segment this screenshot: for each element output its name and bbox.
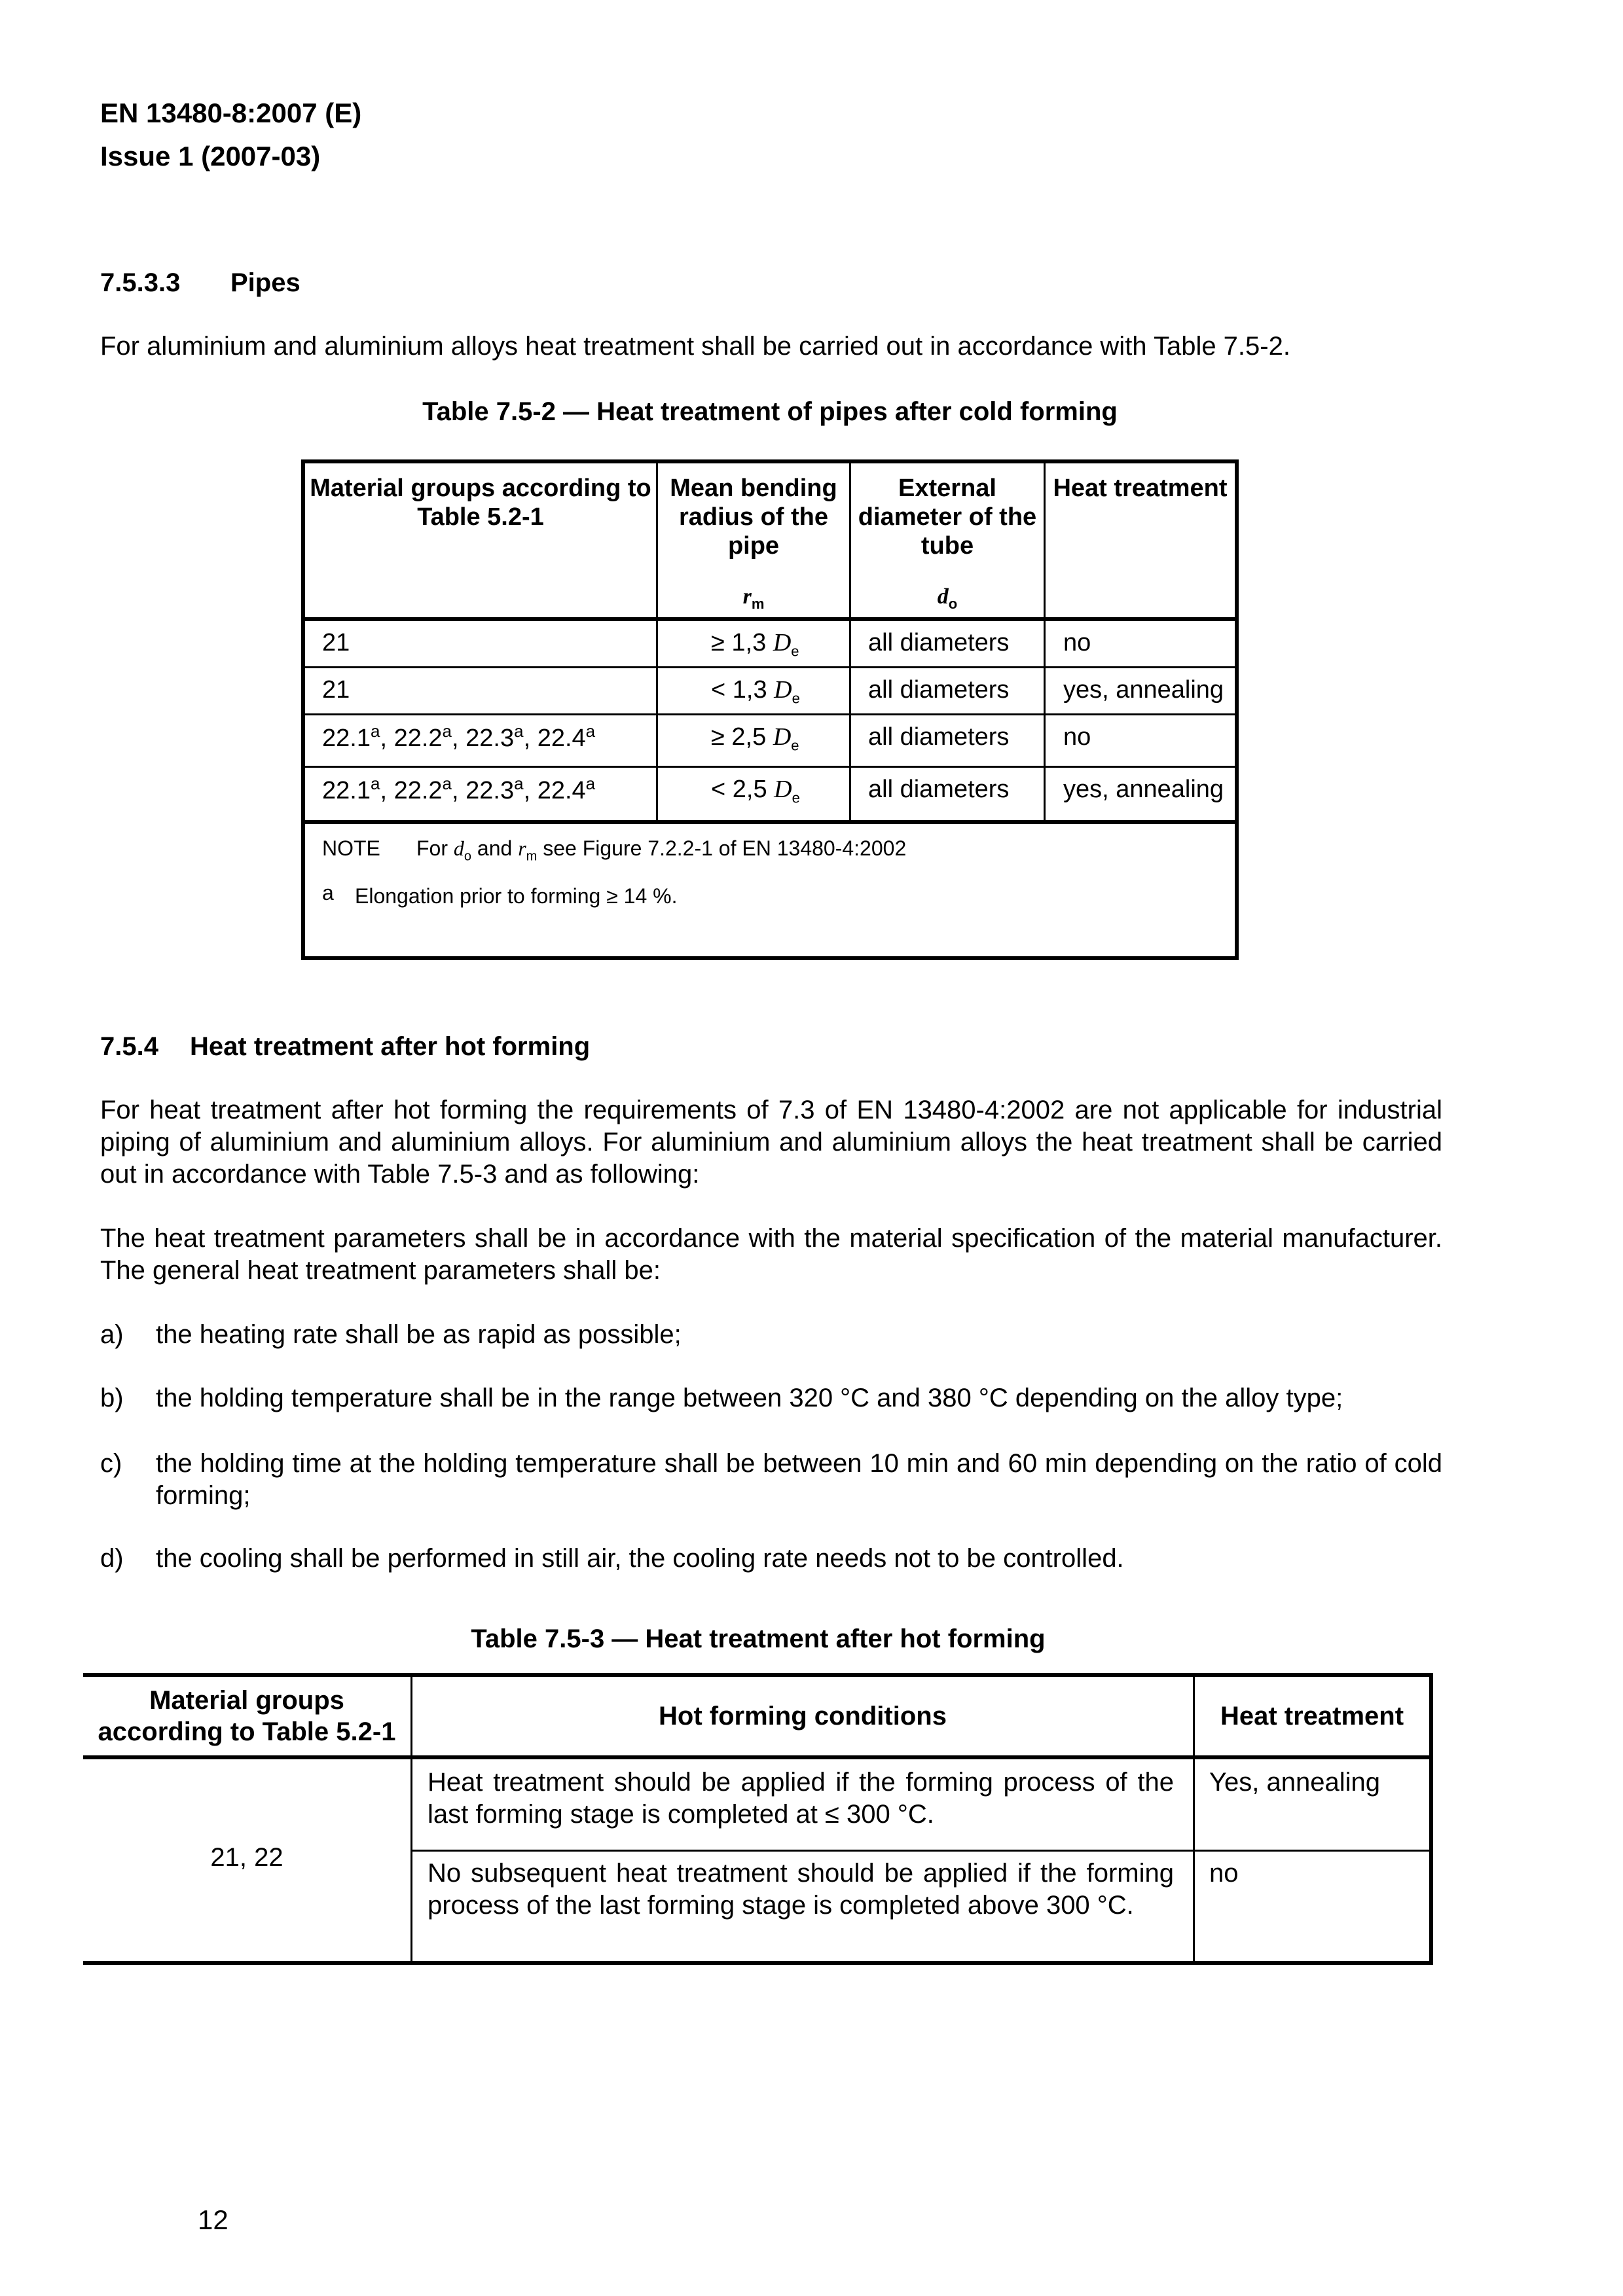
table-753-row-2-condition: No subsequent heat treatment should be applied if the forming process of the last forming stage is completed above 300 °C. — [428, 1859, 1174, 1920]
table-752-footnote-text: Elongation prior to forming ≥ 14 %. — [355, 884, 678, 908]
table-752-header-bending-radius: Mean bending radius of the pipe — [670, 475, 837, 560]
table-752-header-rule — [305, 617, 1235, 621]
table-753-group: 21, 22 — [210, 1843, 283, 1872]
table-753 — [83, 1673, 1433, 1965]
list-item-a: the heating rate shall be as rapid as possible; — [156, 1320, 682, 1349]
list-item-c: the holding time at the holding temperature shall be between 10 min and 60 min depending on the ratio of cold forming; — [156, 1449, 1442, 1510]
table-752-caption: Table 7.5-2 — Heat treatment of pipes after cold forming — [422, 397, 1118, 426]
table-752-row-3-treatment: no — [1063, 723, 1091, 751]
symbol-do: $d_o$ — [937, 584, 958, 612]
table-752-row-3-diameter: all diameters — [868, 723, 1010, 751]
table-752-row-rule — [305, 713, 1235, 715]
table-752-row-1-group: 21 — [322, 629, 350, 656]
section-number-754: 7.5.4 — [100, 1032, 158, 1061]
table-753-header-rule — [83, 1755, 1433, 1759]
table-752-row-4-diameter: all diameters — [868, 776, 1010, 803]
table-752-row-3-radius: ≥ 2,5 $D_e$ — [711, 723, 799, 754]
table-753-right-rule — [1429, 1673, 1433, 1965]
table-753-row-rule — [410, 1850, 1433, 1852]
table-752-header-external-diameter: External diameter of the tube — [858, 475, 1037, 560]
table-753-caption: Table 7.5-3 — Heat treatment after hot forming — [471, 1624, 1046, 1653]
section-title-pipes: Pipes — [230, 268, 301, 297]
symbol-rm: $r_m$ — [742, 584, 765, 612]
table-753-row-2-treatment: no — [1209, 1859, 1239, 1888]
table-752-row-2-diameter: all diameters — [868, 676, 1010, 704]
section-number-7533: 7.5.3.3 — [100, 268, 181, 297]
table-753-top-rule — [83, 1673, 1433, 1677]
list-label-a: a) — [100, 1320, 124, 1349]
page-number: 12 — [198, 2204, 228, 2235]
table-753-header-conditions: Hot forming conditions — [659, 1702, 947, 1731]
list-item-d: the cooling shall be performed in still air, the cooling rate needs not to be controlled. — [156, 1544, 1124, 1573]
table-752-row-1-treatment: no — [1063, 629, 1091, 656]
table-753-bottom-rule — [83, 1961, 1433, 1965]
table-752-note-text: For $d_o$ and $r_m$ see Figure 7.2.2-1 of EN 13480-4:2002 — [416, 836, 907, 864]
table-752-note-rule — [305, 820, 1235, 824]
list-item-b: the holding temperature shall be in the range between 320 °C and 380 °C depending on the alloy type; — [156, 1384, 1343, 1412]
table-752-row-4-treatment: yes, annealing — [1063, 776, 1224, 803]
document-id: EN 13480-8:2007 (E) — [100, 98, 362, 128]
section-754-para-2: The heat treatment parameters shall be in accordance with the material specification of the material manufacturer. The general heat treatment parameters shall be: — [100, 1224, 1442, 1285]
table-753-row-1-condition: Heat treatment should be applied if the forming process of the last forming stage is completed at ≤ 300 °C. — [428, 1768, 1174, 1829]
table-752-header-material-groups: Material groups according to Table 5.2-1 — [310, 475, 651, 531]
table-752-header-heat-treatment: Heat treatment — [1053, 475, 1228, 502]
table-752-row-rule — [305, 666, 1235, 668]
table-753-row-1-treatment: Yes, annealing — [1209, 1768, 1380, 1797]
table-752-row-1-radius: ≥ 1,3 $D_e$ — [711, 629, 799, 660]
table-752 — [301, 459, 1239, 960]
list-label-c: c) — [100, 1449, 122, 1478]
list-label-d: d) — [100, 1544, 124, 1573]
table-752-row-4-group: 22.1$^a$, 22.2$^a$, 22.3$^a$, 22.4$^a$ — [322, 774, 596, 804]
section-754-para-1: For heat treatment after hot forming the requirements of 7.3 of EN 13480-4:2002 are not applicable for industrial piping of aluminium and aluminium alloys. For aluminium and aluminium alloys the heat treatment shall be carried out in accordance with Table 7.5-3 and as following: — [100, 1096, 1442, 1189]
table-752-row-3-group: 22.1$^a$, 22.2$^a$, 22.3$^a$, 22.4$^a$ — [322, 721, 596, 752]
table-752-row-2-group: 21 — [322, 676, 350, 704]
table-752-row-2-radius: < 1,3 $D_e$ — [711, 676, 800, 707]
table-752-note-label: NOTE — [322, 836, 380, 860]
table-753-header-heat-treatment: Heat treatment — [1220, 1702, 1404, 1731]
table-752-row-4-radius: < 2,5 $D_e$ — [711, 776, 800, 806]
section-title-hot-forming: Heat treatment after hot forming — [190, 1032, 591, 1061]
table-752-row-1-diameter: all diameters — [868, 629, 1010, 656]
table-752-row-rule — [305, 766, 1235, 768]
issue-label: Issue 1 (2007-03) — [100, 141, 321, 171]
table-752-row-2-treatment: yes, annealing — [1063, 676, 1224, 704]
table-753-header-material-groups: Material groups according to Table 5.2-1 — [98, 1686, 396, 1746]
section-7533-text: For aluminium and aluminium alloys heat treatment shall be carried out in accordance with Table 7.5-2. — [100, 332, 1290, 361]
table-752-footnote-mark: a — [322, 881, 334, 905]
list-label-b: b) — [100, 1384, 124, 1412]
